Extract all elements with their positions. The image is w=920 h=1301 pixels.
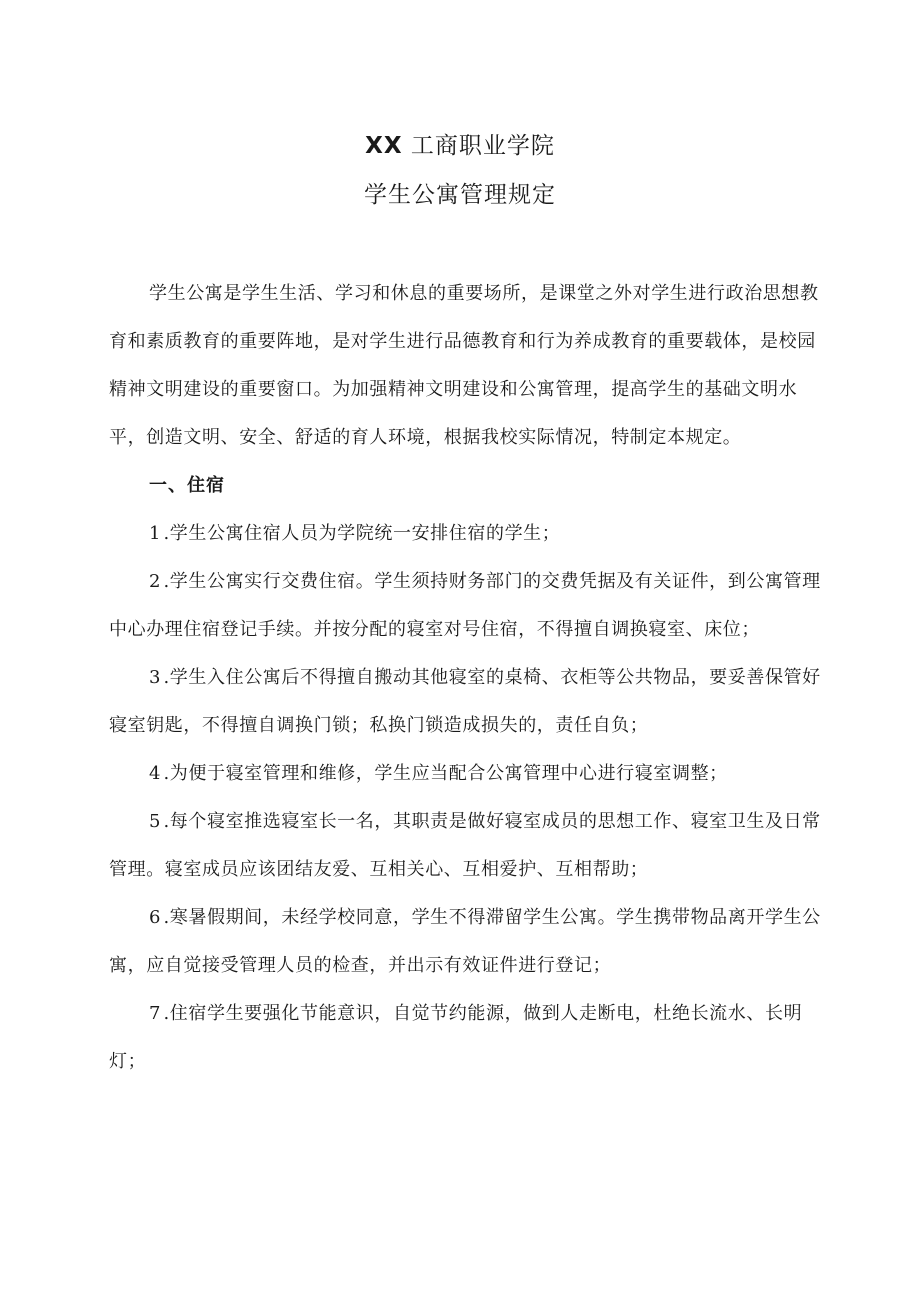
list-item [109, 798, 821, 894]
document-body [109, 270, 821, 1086]
item-text: .学生公寓实行交费住宿。学生须持财务部门的交费凭据及有关证件，到公寓管理中心办理住宿登记手续。并按分配的寝室对号住宿，不得擅自调换寝室、床位； [109, 571, 821, 640]
document-title [0, 127, 920, 160]
title-main: 工商职业学院 [410, 133, 555, 159]
document-subtitle: 学生公寓管理规定 [364, 182, 556, 208]
list-item [109, 510, 821, 558]
intro-paragraph: 学生公寓是学生生活、学习和休息的重要场所，是课堂之外对学生进行政治思想教育和素质教育的重要阵地，是对学生进行品德教育和行为养成教育的重要载体，是校园精神文明建设的重要窗口。为加强精神文明建设和公寓管理，提高学生的基础文明水平，创造文明、安全、舒适的育人环境，根据我校实际情况，特制定本规定。 [109, 283, 819, 448]
item-text: .每个寝室推选寝室长一名，其职责是做好寝室成员的思想工作、寝室卫生及日常管理。寝室成员应该团结友爱、互相关心、互相爱护、互相帮助； [109, 811, 821, 880]
list-item [109, 654, 821, 750]
item-number: 2 [149, 571, 164, 592]
item-number: 1 [149, 523, 164, 544]
item-text: .学生入住公寓后不得擅自搬动其他寝室的桌椅、衣柜等公共物品，要妥善保管好寝室钥匙，不得擅自调换门锁；私换门锁造成损失的，责任自负； [109, 667, 821, 736]
item-text: .为便于寝室管理和维修，学生应当配合公寓管理中心进行寝室调整； [163, 763, 728, 784]
item-text: .住宿学生要强化节能意识，自觉节约能源，做到人走断电，杜绝长流水、长明灯； [109, 1003, 803, 1072]
list-item [109, 750, 821, 798]
list-item [109, 558, 821, 654]
item-number: 6 [149, 907, 164, 928]
section-heading-accommodation: 一、住宿 [149, 475, 225, 496]
item-number: 3 [149, 667, 164, 688]
item-number: 5 [149, 811, 164, 832]
list-item [109, 894, 821, 990]
item-text: .寒暑假期间，未经学校同意，学生不得滞留学生公寓。学生携带物品离开学生公寓，应自觉接受管理人员的检查，并出示有效证件进行登记； [109, 907, 821, 976]
list-item [109, 990, 821, 1086]
item-number: 7 [149, 1003, 164, 1024]
title-prefix: XX [365, 133, 403, 159]
item-text: .学生公寓住宿人员为学院统一安排住宿的学生； [163, 523, 561, 544]
item-number: 4 [149, 763, 164, 784]
